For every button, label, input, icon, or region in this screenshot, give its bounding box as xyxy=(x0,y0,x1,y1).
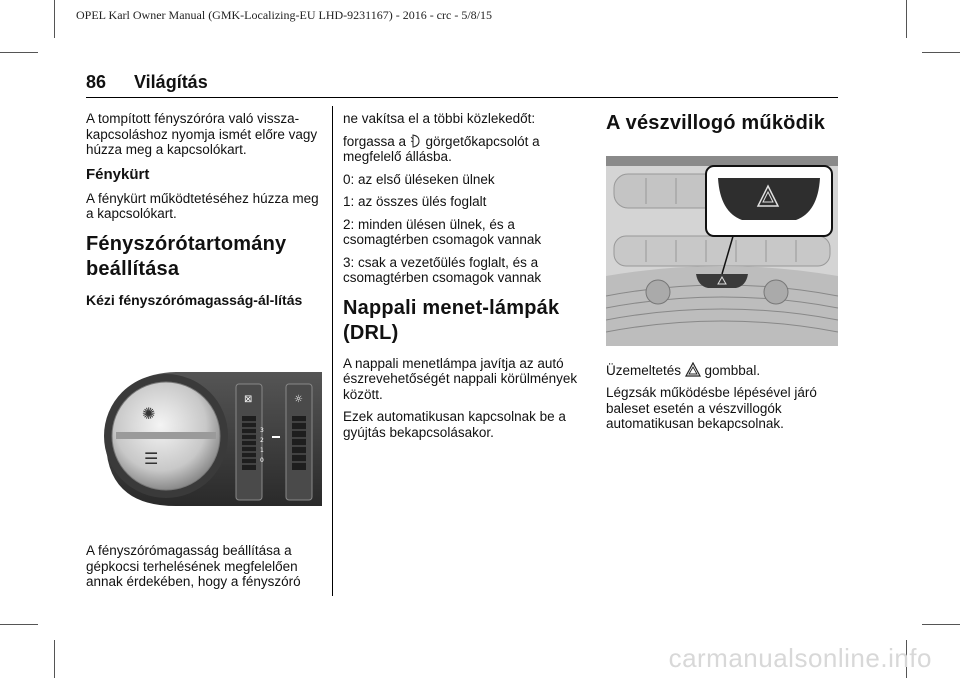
column-1 xyxy=(86,111,322,597)
paragraph: A fénykürt működtetéséhez húzza meg a kapcsolókart. xyxy=(86,190,319,221)
paragraph: A fényszórómagasság beállítása a gépkocsi terhelésének megfelelően annak érdekében, hogy a fényszóró xyxy=(86,543,301,589)
watermark: carmanualsonline.info xyxy=(668,643,932,673)
column-3 xyxy=(606,111,842,439)
column-2 xyxy=(343,111,579,447)
hazard-button-illustration xyxy=(606,156,838,346)
heading-manual-levelling: Kézi fényszórómagasság-ál-lítás xyxy=(86,291,303,308)
paragraph: ne vakítsa el a többi közlekedőt: xyxy=(343,111,536,126)
switch-label-2: 2 xyxy=(260,436,264,444)
svg-text:⊠: ⊠ xyxy=(244,393,253,405)
print-header: OPEL Karl Owner Manual (GMK-Localizing-EU LHD-9231167) - 2016 - crc - 5/8/15 xyxy=(76,8,492,22)
switch-label-1: 1 xyxy=(260,446,264,454)
headlight-range-icon xyxy=(410,134,422,148)
svg-text:☼☼: ☼☼ xyxy=(170,361,187,372)
column-divider xyxy=(332,106,333,596)
paragraph: 3: csak a vezetőülés foglalt, és a csomagtérben csomagok vannak xyxy=(343,254,542,285)
hazard-warning-icon xyxy=(685,362,701,377)
paragraph: 1: az összes ülés foglalt xyxy=(343,194,487,209)
heading-fenykurt: Fénykürt xyxy=(86,165,150,183)
paragraph: 2: minden ülésen ülnek, és a csomagtérben csomagok vannak xyxy=(343,216,542,247)
heading-drl: Nappali menet-lámpák (DRL) xyxy=(343,296,560,344)
svg-text:☼: ☼ xyxy=(294,393,303,405)
paragraph: Légzsák működésbe lépésével járó baleset esetén a vészvillogók automatikusan bekapcsolnak. xyxy=(606,385,817,431)
heading-headlight-range: Fényszórótartomány beállítása xyxy=(86,232,287,280)
paragraph-operate: Üzemeltetés gombbal. xyxy=(606,362,761,378)
crop-mark xyxy=(922,52,960,53)
switch-label-0: 0 xyxy=(260,456,264,464)
svg-text:≡☼: ≡☼ xyxy=(146,361,162,372)
crop-mark xyxy=(0,52,38,53)
paragraph: 0: az első üléseken ülnek xyxy=(343,171,495,187)
page-heading xyxy=(86,72,208,93)
page-number: 86 xyxy=(86,72,107,92)
paragraph: A tompított fényszóróra való vissza-kapcsoláshoz nyomja ismét előre vagy húzza meg a kapcsolókart. xyxy=(86,111,318,157)
section-title: Világítás xyxy=(134,72,208,92)
crop-mark xyxy=(54,0,55,38)
light-switch-illustration xyxy=(86,354,322,524)
header-rule xyxy=(86,97,838,98)
svg-text:☰: ☰ xyxy=(144,448,159,468)
paragraph: A nappali menetlámpa javítja az autó észrevehetőségét nappali körülmények között. xyxy=(343,355,578,402)
crop-mark xyxy=(906,0,907,38)
crop-mark xyxy=(0,624,38,625)
crop-mark xyxy=(54,640,55,678)
svg-text:✺: ✺ xyxy=(142,403,156,423)
switch-label-3: 3 xyxy=(260,426,264,434)
heading-hazard: A vészvillogó működik xyxy=(606,112,826,134)
crop-mark xyxy=(922,624,960,625)
paragraph-thumbwheel: forgassa a görgetőkapcsolót a megfelelő állásba. xyxy=(343,133,540,164)
paragraph: Ezek automatikusan kapcsolnak be a gyújtás bekapcsolásakor. xyxy=(343,409,566,440)
